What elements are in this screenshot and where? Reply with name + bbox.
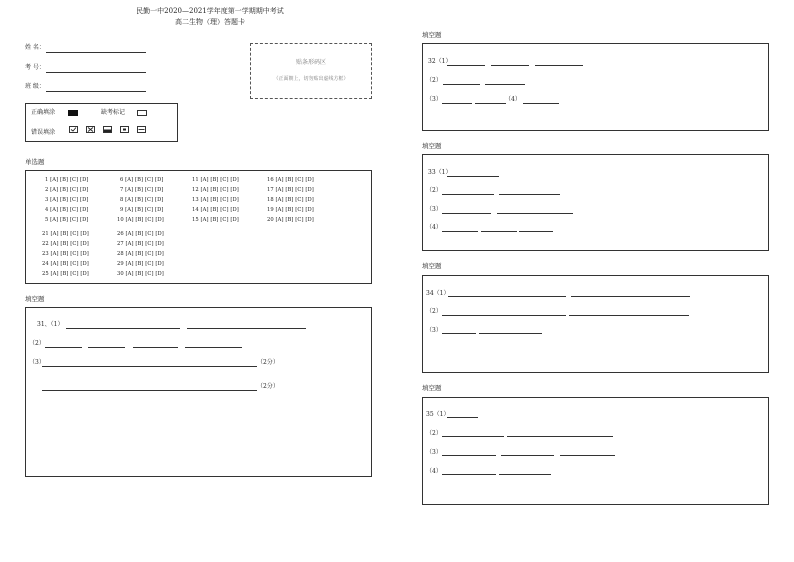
mcq-item-26[interactable]: 26 [A] [B] [C] [D] <box>117 231 164 237</box>
q35-box <box>422 397 769 505</box>
q32-3-blank-a[interactable] <box>442 103 472 104</box>
q33-section-title: 填空题 <box>422 142 442 150</box>
sticker-line-1: 贴条形码区 <box>295 59 326 66</box>
q35-4-blank-a[interactable] <box>442 474 496 475</box>
exam-title: 民勤一中2020—2021学年度第一学期期中考试 <box>136 7 284 15</box>
mcq-item-25[interactable]: 25 [A] [B] [C] [D] <box>42 271 89 277</box>
q34-2-label: （2） <box>426 308 442 315</box>
mcq-item-19[interactable]: 19 [A] [B] [C] [D] <box>267 207 314 213</box>
correct-fill-sample <box>68 110 78 116</box>
mcq-item-16[interactable]: 16 [A] [B] [C] [D] <box>267 177 314 183</box>
q35-3-blank-b[interactable] <box>501 455 554 456</box>
q33-2-blank-b[interactable] <box>499 194 560 195</box>
q34-2-blank-a[interactable] <box>442 315 566 316</box>
q34-2-blank-b[interactable] <box>569 315 689 316</box>
wrong-half-icon <box>103 126 112 133</box>
mcq-item-10[interactable]: 10 [A] [B] [C] [D] <box>117 217 164 223</box>
q35-1-blank[interactable] <box>447 417 478 418</box>
q31-3-blank-a[interactable] <box>42 366 257 367</box>
wrong-line-icon <box>137 126 146 133</box>
q31-box <box>25 307 372 477</box>
mcq-section-title: 单选题 <box>25 158 45 166</box>
class-field[interactable] <box>46 91 146 92</box>
mcq-box <box>25 170 372 284</box>
q34-3-label: （3） <box>426 327 442 334</box>
q32-2-blank-a[interactable] <box>443 84 480 85</box>
q34-label: 34（1） <box>426 290 450 297</box>
mcq-item-14[interactable]: 14 [A] [B] [C] [D] <box>192 207 239 213</box>
q34-3-blank-a[interactable] <box>442 333 476 334</box>
fill-legend <box>25 103 178 142</box>
wrong-fill-label: 错误填涂 <box>31 129 56 136</box>
q33-3-label: （3） <box>426 206 442 213</box>
q35-4-blank-b[interactable] <box>499 474 551 475</box>
mcq-item-12[interactable]: 12 [A] [B] [C] [D] <box>192 187 239 193</box>
q33-4-label: （4） <box>426 224 442 231</box>
mcq-item-24[interactable]: 24 [A] [B] [C] [D] <box>42 261 89 267</box>
q31-section-title: 填空题 <box>25 295 45 303</box>
barcode-sticker-area <box>250 43 372 99</box>
q32-3-blank-b[interactable] <box>475 103 506 104</box>
q35-3-blank-a[interactable] <box>442 455 496 456</box>
q35-label: 35（1） <box>426 411 450 418</box>
class-label: 班 级： <box>25 83 45 90</box>
q31-3-label: （3） <box>29 359 45 366</box>
mcq-item-8[interactable]: 8 [A] [B] [C] [D] <box>120 197 164 203</box>
q35-section-title: 填空题 <box>422 384 442 392</box>
q33-2-blank-a[interactable] <box>442 194 494 195</box>
q33-1-blank[interactable] <box>447 176 499 177</box>
q32-box <box>422 43 769 131</box>
q34-box <box>422 275 769 373</box>
mcq-item-20[interactable]: 20 [A] [B] [C] [D] <box>267 217 314 223</box>
q33-box <box>422 154 769 251</box>
mcq-item-29[interactable]: 29 [A] [B] [C] [D] <box>117 261 164 267</box>
q31-label: 31、（1） <box>37 321 64 328</box>
absent-mark-label: 缺考标记 <box>101 109 126 116</box>
q31-2-blank-a[interactable] <box>45 347 82 348</box>
q33-4-blank-a[interactable] <box>442 231 478 232</box>
q35-2-blank-b[interactable] <box>507 436 613 437</box>
mcq-item-22[interactable]: 22 [A] [B] [C] [D] <box>42 241 89 247</box>
q32-1-blank-a[interactable] <box>447 65 485 66</box>
wrong-dot-icon <box>120 126 129 133</box>
mcq-item-2[interactable]: 2 [A] [B] [C] [D] <box>45 187 89 193</box>
q32-2-blank-b[interactable] <box>485 84 525 85</box>
q34-1-blank-b[interactable] <box>571 296 690 297</box>
q34-1-blank-a[interactable] <box>448 296 566 297</box>
q33-2-label: （2） <box>426 187 442 194</box>
q31-3-score-b: （2分） <box>257 383 279 390</box>
id-label: 考 号： <box>25 64 45 71</box>
correct-fill-label: 正确填涂 <box>31 109 56 116</box>
mcq-item-17[interactable]: 17 [A] [B] [C] [D] <box>267 187 314 193</box>
q33-4-blank-c[interactable] <box>519 231 553 232</box>
q32-1-blank-b[interactable] <box>491 65 529 66</box>
q31-3-blank-b[interactable] <box>42 390 257 391</box>
q35-2-label: （2） <box>426 430 442 437</box>
q32-4-label: （4） <box>505 96 521 103</box>
mcq-item-1[interactable]: 1 [A] [B] [C] [D] <box>45 177 89 183</box>
mcq-item-13[interactable]: 13 [A] [B] [C] [D] <box>192 197 239 203</box>
mcq-item-11[interactable]: 11 [A] [B] [C] [D] <box>192 177 239 183</box>
q32-2-label: （2） <box>426 77 442 84</box>
q33-3-blank-b[interactable] <box>497 213 573 214</box>
q31-2-blank-b[interactable] <box>88 347 125 348</box>
mcq-item-18[interactable]: 18 [A] [B] [C] [D] <box>267 197 314 203</box>
q32-section-title: 填空题 <box>422 31 442 39</box>
mcq-item-28[interactable]: 28 [A] [B] [C] [D] <box>117 251 164 257</box>
mcq-item-9[interactable]: 9 [A] [B] [C] [D] <box>120 207 164 213</box>
mcq-item-7[interactable]: 7 [A] [B] [C] [D] <box>120 187 164 193</box>
wrong-cross-icon <box>86 126 95 133</box>
mcq-item-6[interactable]: 6 [A] [B] [C] [D] <box>120 177 164 183</box>
q35-4-label: （4） <box>426 468 442 475</box>
q34-section-title: 填空题 <box>422 262 442 270</box>
q32-1-blank-c[interactable] <box>535 65 583 66</box>
name-label: 姓 名： <box>25 44 45 51</box>
sticker-line-2: （正面朝上，切勿贴出虚线方框） <box>273 76 349 82</box>
mcq-item-27[interactable]: 27 [A] [B] [C] [D] <box>117 241 164 247</box>
q35-3-label: （3） <box>426 449 442 456</box>
q31-3-score-a: （2分） <box>257 359 279 366</box>
q35-3-blank-c[interactable] <box>560 455 615 456</box>
q32-4-blank[interactable] <box>523 103 559 104</box>
q33-3-blank-a[interactable] <box>442 213 491 214</box>
name-field[interactable] <box>46 52 146 53</box>
absent-mark-box[interactable] <box>137 110 147 116</box>
id-field[interactable] <box>46 72 146 73</box>
q34-3-blank-b[interactable] <box>479 333 542 334</box>
q31-2-label: （2） <box>29 340 45 347</box>
q31-1-blank-b[interactable] <box>187 328 306 329</box>
q33-label: 33（1） <box>428 169 452 176</box>
mcq-item-15[interactable]: 15 [A] [B] [C] [D] <box>192 217 239 223</box>
q32-label: 32（1） <box>428 58 452 65</box>
wrong-check-icon <box>69 126 78 133</box>
q31-2-blank-c[interactable] <box>133 347 178 348</box>
q31-1-blank-a[interactable] <box>66 328 180 329</box>
mcq-item-5[interactable]: 5 [A] [B] [C] [D] <box>45 217 89 223</box>
mcq-item-21[interactable]: 21 [A] [B] [C] [D] <box>42 231 89 237</box>
q33-4-blank-b[interactable] <box>481 231 517 232</box>
mcq-item-3[interactable]: 3 [A] [B] [C] [D] <box>45 197 89 203</box>
mcq-item-4[interactable]: 4 [A] [B] [C] [D] <box>45 207 89 213</box>
mcq-item-23[interactable]: 23 [A] [B] [C] [D] <box>42 251 89 257</box>
q32-3-label: （3） <box>426 96 442 103</box>
mcq-item-30[interactable]: 30 [A] [B] [C] [D] <box>117 271 164 277</box>
exam-subtitle: 高二生物（理）答题卡 <box>175 18 245 26</box>
q31-2-blank-d[interactable] <box>185 347 242 348</box>
q35-2-blank-a[interactable] <box>442 436 504 437</box>
